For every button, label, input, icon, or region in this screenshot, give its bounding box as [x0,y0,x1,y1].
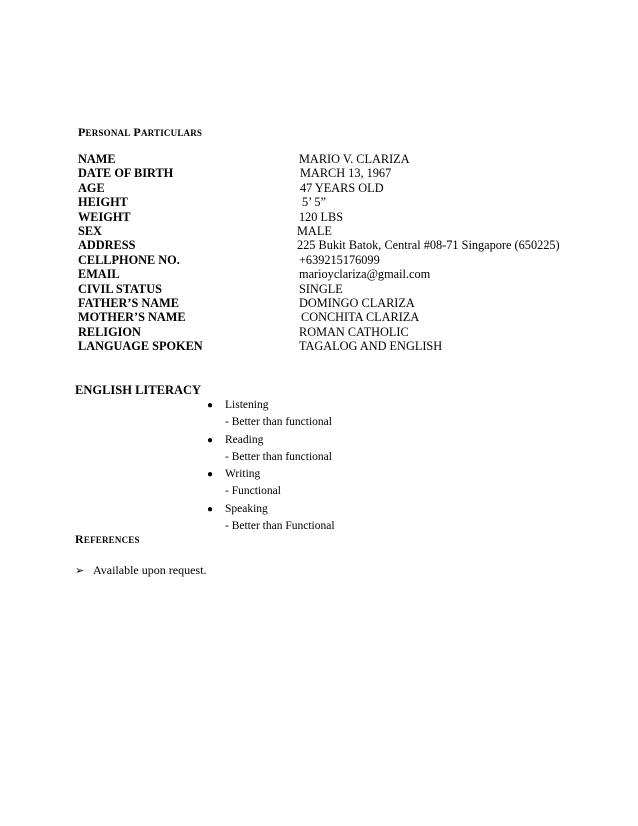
detail-label: NAME [78,152,116,166]
detail-label: DATE OF BIRTH [78,166,174,181]
personal-particulars-heading: PERSONAL PARTICULARS [78,125,203,139]
detail-row-cellphone [78,253,598,267]
skill-listening [207,397,527,432]
english-literacy-heading: ENGLISH LITERACY [75,383,202,397]
detail-value: TAGALOG AND ENGLISH [299,339,443,354]
detail-value: MARIO V. CLARIZA [299,152,410,166]
detail-label: CIVIL STATUS [78,281,162,296]
detail-value: 120 LBS [299,209,344,224]
detail-value: DOMINGO CLARIZA [299,295,415,310]
detail-value: ROMAN CATHOLIC [299,324,409,339]
detail-row-civil-status [78,282,598,296]
detail-value: +639215176099 [299,252,380,267]
detail-label: EMAIL [78,267,120,282]
detail-row-age [78,181,598,195]
skill-name: Writing [225,468,261,480]
detail-value: 5’ 5” [302,195,327,210]
detail-value: SINGLE [299,281,343,296]
skill-level: - Better than Functional [225,519,335,532]
detail-label: CELLPHONE NO. [78,252,180,267]
detail-value: MARCH 13, 1967 [300,166,392,181]
skill-name: Reading [225,433,264,446]
english-skills-list [207,397,527,535]
detail-row-language-spoken [78,339,598,353]
references-item [75,563,206,578]
personal-details-table [78,152,598,353]
detail-label: RELIGION [78,324,141,339]
detail-row-religion [78,325,598,339]
skill-name: Speaking [225,502,268,515]
detail-label: HEIGHT [78,195,128,210]
detail-row-sex [78,224,598,238]
references-heading: REFERENCES [75,532,140,546]
bullet-icon: ● [207,503,214,515]
skill-level: - Better than functional [225,450,332,463]
detail-label: ADDRESS [78,238,136,253]
detail-label: MOTHER’S NAME [78,310,186,325]
bullet-icon: ● [207,400,214,411]
detail-row-name [78,152,598,166]
detail-value: MALE [297,223,332,238]
skill-speaking [207,501,527,536]
bullet-icon: ● [207,434,214,446]
detail-label: SEX [78,223,102,238]
arrow-bullet-icon: ➢ [75,564,85,577]
detail-row-email [78,267,598,281]
detail-row-weight [78,210,598,224]
skill-level: - Functional [225,485,281,497]
bullet-icon: ● [207,469,214,480]
skill-writing [207,466,527,501]
detail-label: FATHER’S NAME [78,295,179,310]
detail-label: WEIGHT [78,209,131,224]
detail-value: 225 Bukit Batok, Central #08-71 Singapore (650225) [297,238,560,253]
skill-name: Listening [225,399,269,411]
detail-row-address [78,238,598,252]
detail-value: CONCHITA CLARIZA [301,310,420,325]
references-text: Available upon request. [93,563,207,577]
detail-label: LANGUAGE SPOKEN [78,339,203,354]
detail-row-date-of-birth [78,166,598,180]
detail-label: AGE [78,180,105,195]
skill-level: - Better than functional [225,416,332,428]
detail-row-height [78,195,598,209]
detail-value: 47 YEARS OLD [300,180,384,195]
detail-row-fathers-name [78,296,598,310]
detail-row-mothers-name [78,310,598,324]
skill-reading [207,432,527,467]
detail-value: marioyclariza@gmail.com [299,267,431,282]
